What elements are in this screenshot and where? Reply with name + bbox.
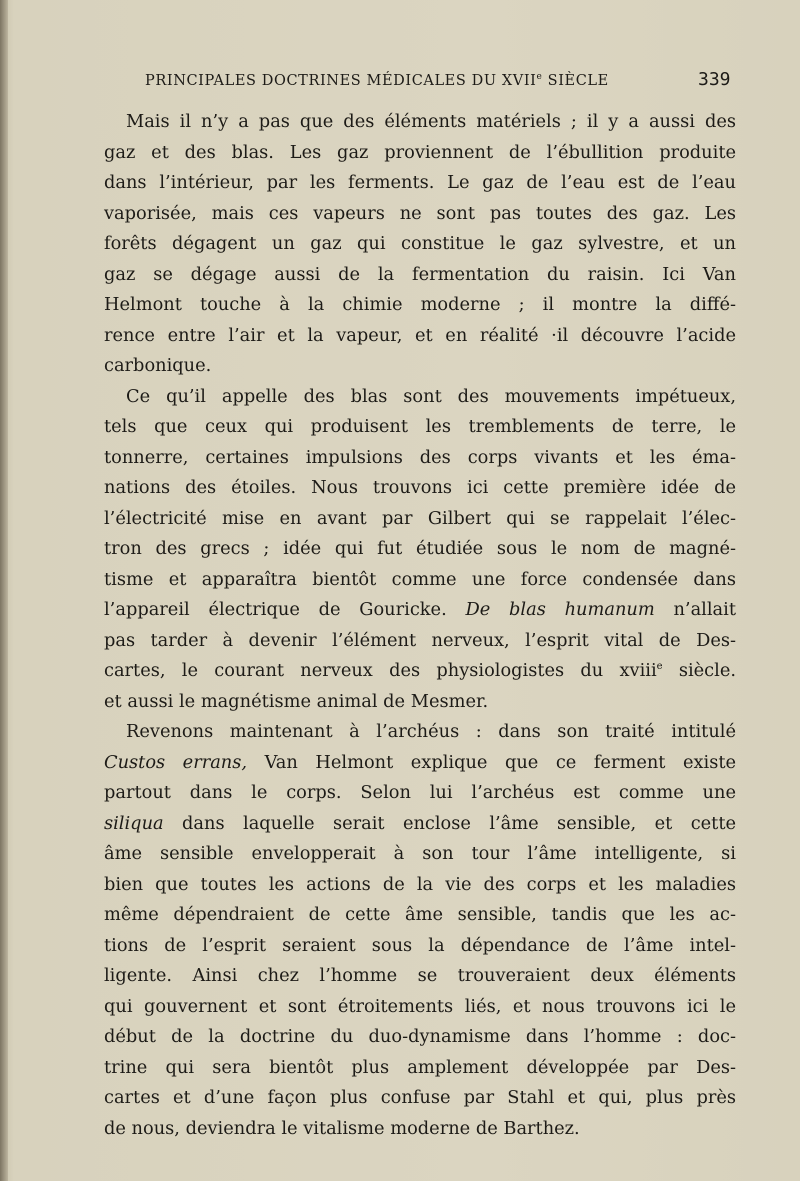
text-line: Mais il n’y a pas que des éléments matériels ; il y a aussi des <box>126 111 736 132</box>
text-line: nations des étoiles. Nous trouvons ici cette première idée de <box>104 477 736 498</box>
text-line: cartes et d’une façon plus confuse par Stahl et qui, plus près <box>104 1087 736 1108</box>
line-text: Van Helmont explique que ce ferment existe <box>247 751 736 773</box>
italic-text: Custos errans, <box>104 751 248 773</box>
italic-text: De blas humanum <box>465 599 655 620</box>
italic-text: siliqua <box>104 812 164 834</box>
text-line: bien que toutes les actions de la vie des corps et les maladies <box>104 873 736 895</box>
text-line <box>104 656 736 687</box>
text-line: Revenons maintenant à l’archéus : dans son traité intitulé <box>126 721 736 742</box>
text-line: âme sensible envelopperait à son tour l’âme intelligente, si <box>104 843 736 864</box>
text-line: et aussi le magnétisme animal de Mesmer. <box>104 690 489 712</box>
text-line: ligente. Ainsi chez l’homme se trouveraient deux éléments <box>104 965 736 986</box>
text-line: pas tarder à devenir l’élément nerveux, l’esprit vital de Des- <box>104 629 736 651</box>
text-line: carbonique. <box>104 355 212 376</box>
text-line: tisme et apparaîtra bientôt comme une force condensée dans <box>104 568 736 590</box>
line-text: l’appareil électrique de Gouricke. <box>104 599 466 620</box>
text-line: tions de l’esprit seraient sous la dépendance de l’âme intel- <box>104 934 736 956</box>
superscript: e <box>656 661 663 673</box>
running-title <box>145 72 609 89</box>
line-text: n’allait <box>654 599 736 620</box>
line-text: cartes, le courant nerveux des physiologistes du xviii <box>104 660 657 681</box>
text-line: vaporisée, mais ces vapeurs ne sont pas toutes des gaz. Les <box>104 202 736 224</box>
text-line: début de la doctrine du duo-dynamisme dans l’homme : doc- <box>104 1026 736 1047</box>
text-line: gaz et des blas. Les gaz proviennent de l’ébullition produite <box>104 141 736 163</box>
text-line: trine qui sera bientôt plus amplement développée par Des- <box>104 1056 736 1078</box>
text-line: tron des grecs ; idée qui fut étudiée sous le nom de magné- <box>104 538 736 559</box>
text-line: l’électricité mise en avant par Gilbert qui se rappelait l’élec- <box>104 507 736 529</box>
text-line: dans l’intérieur, par les ferments. Le gaz de l’eau est de l’eau <box>104 172 736 193</box>
text-line: tels que ceux qui produisent les tremblements de terre, le <box>104 416 736 437</box>
text-line: de nous, deviendra le vitalisme moderne de Barthez. <box>104 1117 580 1139</box>
running-title-end: SIÈCLE <box>542 72 609 89</box>
page-number: 339 <box>698 69 731 90</box>
paragraph <box>104 382 736 718</box>
running-title-superscript: e <box>536 72 543 82</box>
text-line <box>104 809 736 840</box>
text-line: Helmont touche à la chimie moderne ; il montre la diffé- <box>104 294 736 315</box>
text-line: qui gouvernent et sont étroitements liés, et nous trouvons ici le <box>104 995 736 1017</box>
text-line: même dépendraient de cette âme sensible, tandis que les ac- <box>104 904 736 925</box>
body-text <box>104 107 736 1144</box>
text-line: tonnerre, certaines impulsions des corps vivants et les éma- <box>104 446 736 468</box>
text-line <box>104 595 736 626</box>
page-header <box>0 69 800 96</box>
paragraph <box>104 717 736 1144</box>
running-title-text: PRINCIPALES DOCTRINES MÉDICALES DU XVII <box>145 72 537 89</box>
text-line: gaz se dégage aussi de la fermentation du raisin. Ici Van <box>104 263 736 285</box>
line-text: siècle. <box>662 660 736 681</box>
text-line: partout dans le corps. Selon lui l’archéus est comme une <box>104 782 736 803</box>
text-line: forêts dégagent un gaz qui constitue le gaz sylvestre, et un <box>104 233 736 254</box>
text-line: rence entre l’air et la vapeur, et en réalité ·il découvre l’acide <box>104 324 736 346</box>
binding-edge <box>0 0 8 1181</box>
line-text: dans laquelle serait enclose l’âme sensible, et cette <box>163 812 736 834</box>
text-line: Ce qu’il appelle des blas sont des mouvements impétueux, <box>126 385 736 407</box>
text-line <box>104 748 736 779</box>
paragraph <box>104 107 736 382</box>
